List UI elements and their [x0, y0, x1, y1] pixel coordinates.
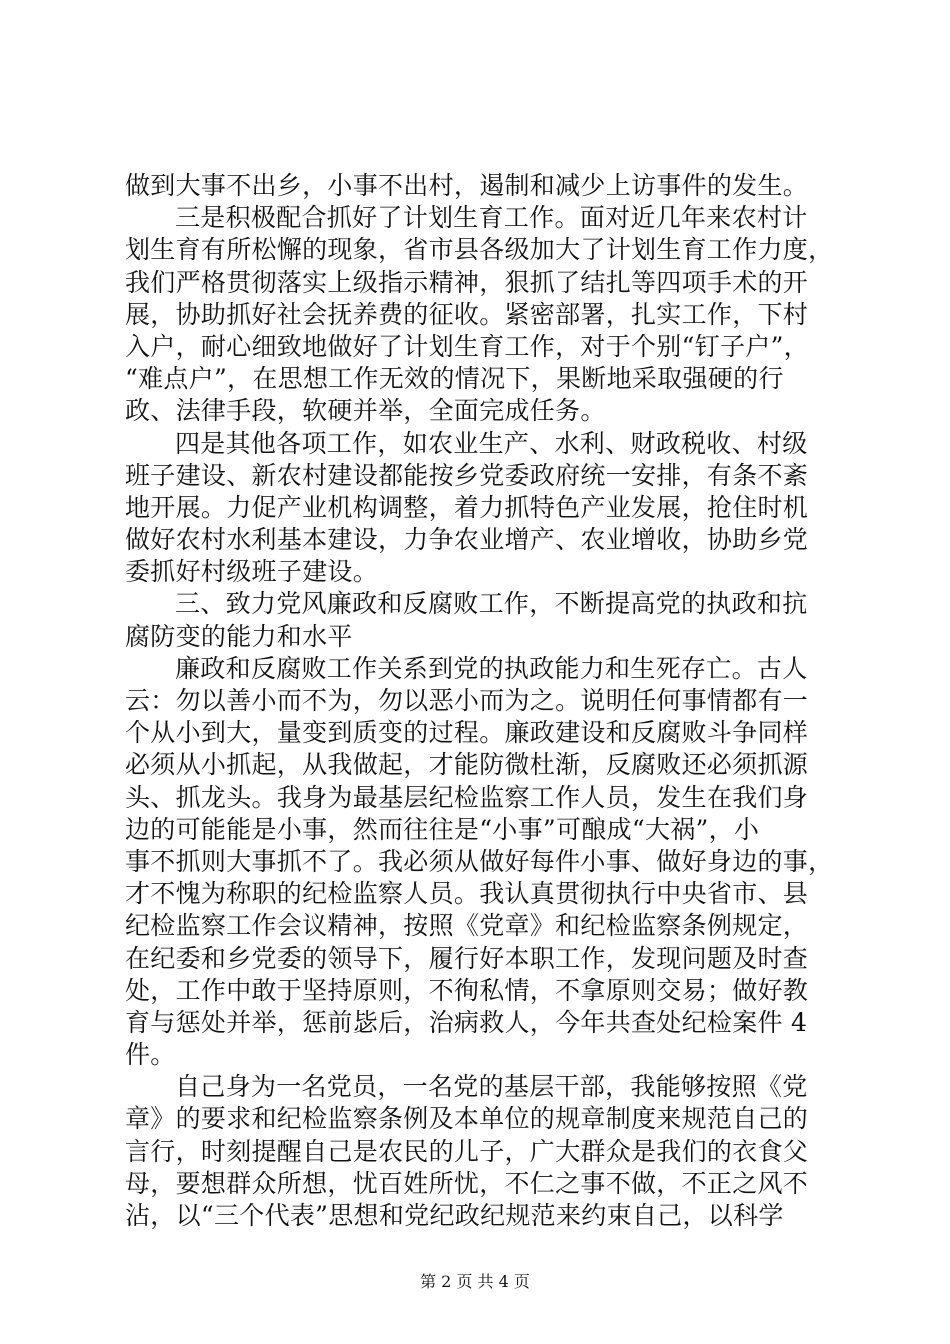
text-line: 划生育有所松懈的现象，省市县各级加大了计划生育工作力度，: [125, 235, 834, 265]
text-line: 展，协助抓好社会抚养费的征收。紧密部署，扎实工作，下村: [125, 299, 809, 329]
text-line: 才不愧为称职的纪检监察人员。我认真贯彻执行中央省市、县: [125, 879, 809, 909]
page-footer: 第 2 页 共 4 页: [420, 1272, 530, 1291]
text-line: 言行，时刻提醒自己是农民的儿子，广大群众是我们的衣食父: [125, 1136, 809, 1166]
text-line: 三、致力党风廉政和反腐败工作，不断提高党的执政和抗: [175, 589, 808, 619]
text-line: 件。: [125, 1040, 176, 1070]
text-line: “难点户”，在思想工作无效的情况下，果断地采取强硬的行: [125, 364, 784, 394]
text-line: 政、法律手段，软硬并举，全面完成任务。: [125, 396, 606, 426]
text-line: 个从小到大，量变到质变的过程。廉政建设和反腐败斗争同样: [125, 718, 809, 748]
text-line: 必须从小抓起，从我做起，才能防微杜渐，反腐败还必须抓源: [125, 750, 809, 780]
text-line: 腐防变的能力和水平: [125, 621, 353, 651]
text-line: 入户，耐心细致地做好了计划生育工作，对于个别“钉子户”，: [125, 331, 809, 361]
text-line: 事不抓则大事抓不了。我必须从做好每件小事、做好身边的事，: [125, 846, 834, 876]
text-line: 母，要想群众所想，忧百姓所忧，不仁之事不做，不正之风不: [125, 1168, 809, 1198]
text-line: 云：勿以善小而不为，勿以恶小而为之。说明任何事情都有一: [125, 686, 809, 715]
text-line: 委抓好村级班子建设。: [125, 557, 379, 587]
text-line: 做好农村水利基本建设，力争农业增产、农业增收，协助乡党: [125, 525, 809, 555]
document-body: [125, 170, 834, 1232]
text-line: 廉政和反腐败工作关系到党的执政能力和生死存亡。古人: [175, 653, 808, 683]
text-line: 地开展。力促产业机构调整，着力抓特色产业发展，抢住时机: [125, 492, 809, 522]
text-line: 三是积极配合抓好了计划生育工作。面对近几年来农村计: [175, 203, 808, 233]
text-line: 在纪委和乡党委的领导下，履行好本职工作，发现问题及时查: [125, 943, 809, 973]
text-line: 四是其他各项工作，如农业生产、水利、财政税收、村级: [175, 428, 808, 458]
text-line: 班子建设、新农村建设都能按乡党委政府统一安排，有条不紊: [125, 460, 809, 490]
text-line: 纪检监察工作会议精神，按照《党章》和纪检监察条例规定，: [125, 911, 809, 941]
text-line: 我们严格贯彻落实上级指示精神，狠抓了结扎等四项手术的开: [125, 267, 809, 297]
text-line: 自己身为一名党员，一名党的基层干部，我能够按照《党: [175, 1072, 808, 1102]
text-line: 做到大事不出乡，小事不出村，遏制和减少上访事件的发生。: [125, 171, 809, 200]
text-line: 头、抓龙头。我身为最基层纪检监察工作人员，发生在我们身: [125, 782, 809, 812]
text-line: 章》的要求和纪检监察条例及本单位的规章制度来规范自己的: [125, 1104, 809, 1134]
text-line: 处，工作中敢于坚持原则，不徇私情，不拿原则交易；做好教: [125, 975, 809, 1005]
text-line: 沾，以“三个代表”思想和党纪政纪规范来约束自己，以科学: [125, 1201, 784, 1230]
text-line: 边的可能能是小事，然而往往是“小事”可酿成“大祸”，小: [125, 814, 760, 844]
text-line: 育与惩处并举，惩前毖后，治病救人，今年共查处纪检案件 4: [125, 1007, 808, 1037]
